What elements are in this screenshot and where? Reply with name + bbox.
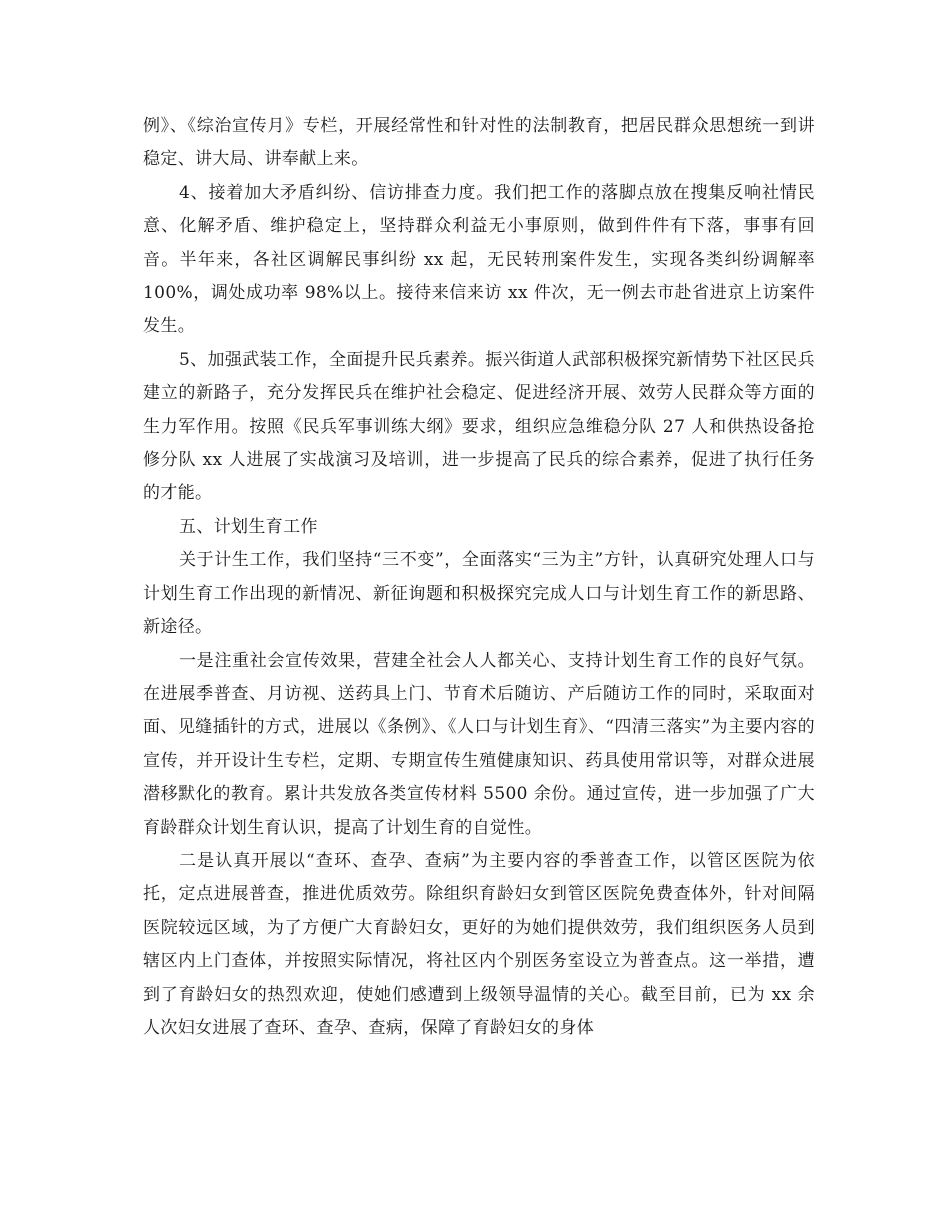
paragraph-2: 4、接着加大矛盾纠纷、信访排查力度。我们把工作的落脚点放在搜集反响社情民意、化解矛盾、维护稳定上，坚持群众利益无小事原则，做到件件有下落，事事有回音。半年来，各社区调解民事纠纷 xx 起，无民转刑案件发生，实现各类纠纷调解率 100%，调处成功率 98%以上。接待来信来访 xx 件次，无一例去市赴省进京上访案件发生。 [143,182,815,337]
paragraph-3: 5、加强武装工作，全面提升民兵素养。振兴街道人武部积极探究新情势下社区民兵建立的新路子，充分发挥民兵在维护社会稳定、促进经济开展、效劳人民群众等方面的生力军作用。按照《民兵军事训练大纲》要求，组织应急维稳分队 27 人和供热设备抢修分队 xx 人进展了实战演习及培训，进一步提高了民兵的综合素养，促进了执行任务的才能。 [143,349,815,504]
paragraph-5: 一是注重社会宣传效果，营建全社会人人都关心、支持计划生育工作的良好气氛。在进展季普查、月访视、送药具上门、节育术后随访、产后随访工作的同时，采取面对面、见缝插针的方式，进展以《条例》、《人口与计划生育》、“四清三落实”为主要内容的宣传，并开设计生专栏，定期、专期宣传生殖健康知识、药具使用常识等，对群众进展潜移默化的教育。累计共发放各类宣传材料 5500 余份。通过宣传，进一步加强了广大育龄群众计划生育认识，提高了计划生育的自觉性。 [143,650,815,838]
section-heading: 五、计划生育工作 [179,516,318,537]
document-page [143,110,815,1045]
paragraph-6: 二是认真开展以“查环、查孕、查病”为主要内容的季普查工作，以管区医院为依托，定点进展普查，推进优质效劳。除组织育龄妇女到管区医院免费查体外，针对间隔医院较远区域，为了方便广大育龄妇女，更好的为她们提供效劳，我们组织医务人员到辖区内上门查体，并按照实际情况，将社区内个别医务室设立为普查点。这一举措，遭到了育龄妇女的热烈欢迎，使她们感遭到上级领导温情的关心。截至目前，已为 xx 余人次妇女进展了查环、查孕、查病，保障了育龄妇女的身体 [143,850,815,1038]
paragraph-1: 例》、《综治宣传月》专栏，开展经常性和针对性的法制教育，把居民群众思想统一到讲稳定、讲大局、讲奉献上来。 [143,116,815,170]
paragraph-4: 关于计生工作，我们坚持“三不变”，全面落实“三为主”方针，认真研究处理人口与计划生育工作出现的新情况、新征询题和积极探究完成人口与计划生育工作的新思路、新途径。 [143,550,815,638]
